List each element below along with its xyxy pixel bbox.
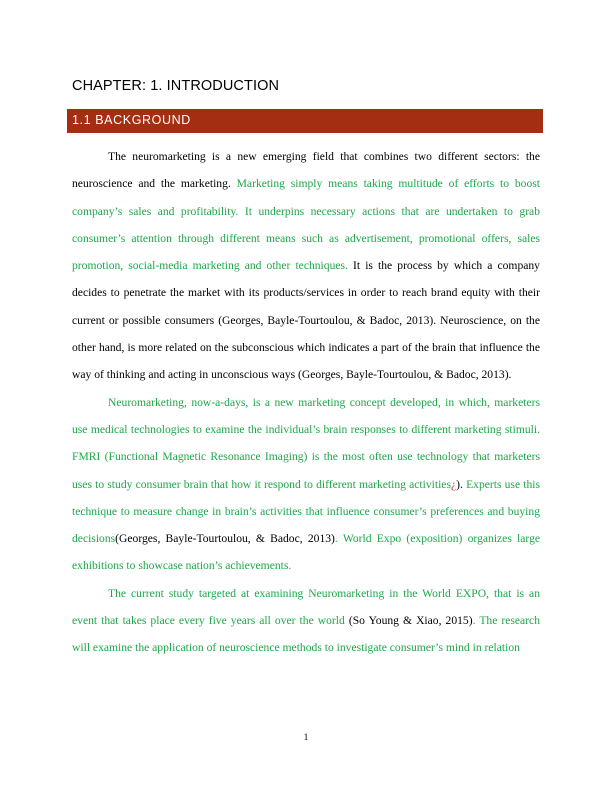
body-text	[72, 143, 540, 662]
paragraph-2-text-1: ).	[456, 477, 463, 491]
paragraph-3-citation: (So Young & Xiao, 2015)	[344, 614, 473, 628]
paragraph-2-highlight-1: Neuromarketing, now-a-days, is a new marketing concept developed, in which, marketers use medical technologies to examine the individual’s brain responses to different marketing stimuli. FMRI (Functional Magnetic Resonance Imaging) is the most often use technology that marketers uses to study consumer brain that how it respond to different marketing activities	[72, 395, 540, 491]
error-marker: ¿	[450, 477, 457, 491]
paragraph-1	[72, 143, 540, 389]
section-heading-bar	[67, 109, 543, 133]
chapter-heading: CHAPTER: 1. INTRODUCTION	[72, 78, 280, 94]
paragraph-2-citation: (Georges, Bayle-Tourtoulou, & Badoc, 2013)	[115, 532, 335, 546]
paragraph-2-highlight-2: Experts use this technique to measure change in brain’s activities that influence consumer’s preferences and buying decisions	[72, 477, 541, 546]
paragraph-3-highlight-2: . The research will examine the application of neuroscience methods to investigate consumer’s mind in relation	[72, 614, 541, 655]
paragraph-1-text-2: It is the process by which a company decides to penetrate the market with its products/services in order to reach brand equity with their current or possible consumers (Georges, Bayle-Tourtoulou, & Badoc, 2013). Neuroscience, on the other hand, is more related on the subconscious which indicates a part of the brain that influence the way of thinking and acting in unconscious ways (Georges, Bayle-Tourtoulou, & Badoc, 2013).	[72, 259, 540, 382]
paragraph-1-text-1: The neuromarketing is a new emerging field that combines two different sectors: the neuroscience and the marketing.	[72, 150, 540, 191]
paragraph-2	[72, 389, 540, 580]
paragraph-1-highlight: Marketing simply means taking multitude of efforts to boost company’s sales and profitability. It underpins necessary actions that are undertaken to grab consumer’s attention through different means such as advertisement, promotional offers, sales promotion, social-media marketing and other techniques.	[72, 177, 540, 273]
paragraph-2-highlight-3: . World Expo (exposition) organizes large exhibitions to showcase nation’s achievements.	[72, 532, 541, 573]
paragraph-3-highlight-1: The current study targeted at examining Neuromarketing in the World EXPO, that is an event that takes place every five years all over the world	[72, 586, 540, 628]
page-number: 1	[303, 733, 309, 743]
paragraph-3	[72, 580, 540, 662]
section-heading: 1.1 BACKGROUND	[72, 113, 191, 127]
